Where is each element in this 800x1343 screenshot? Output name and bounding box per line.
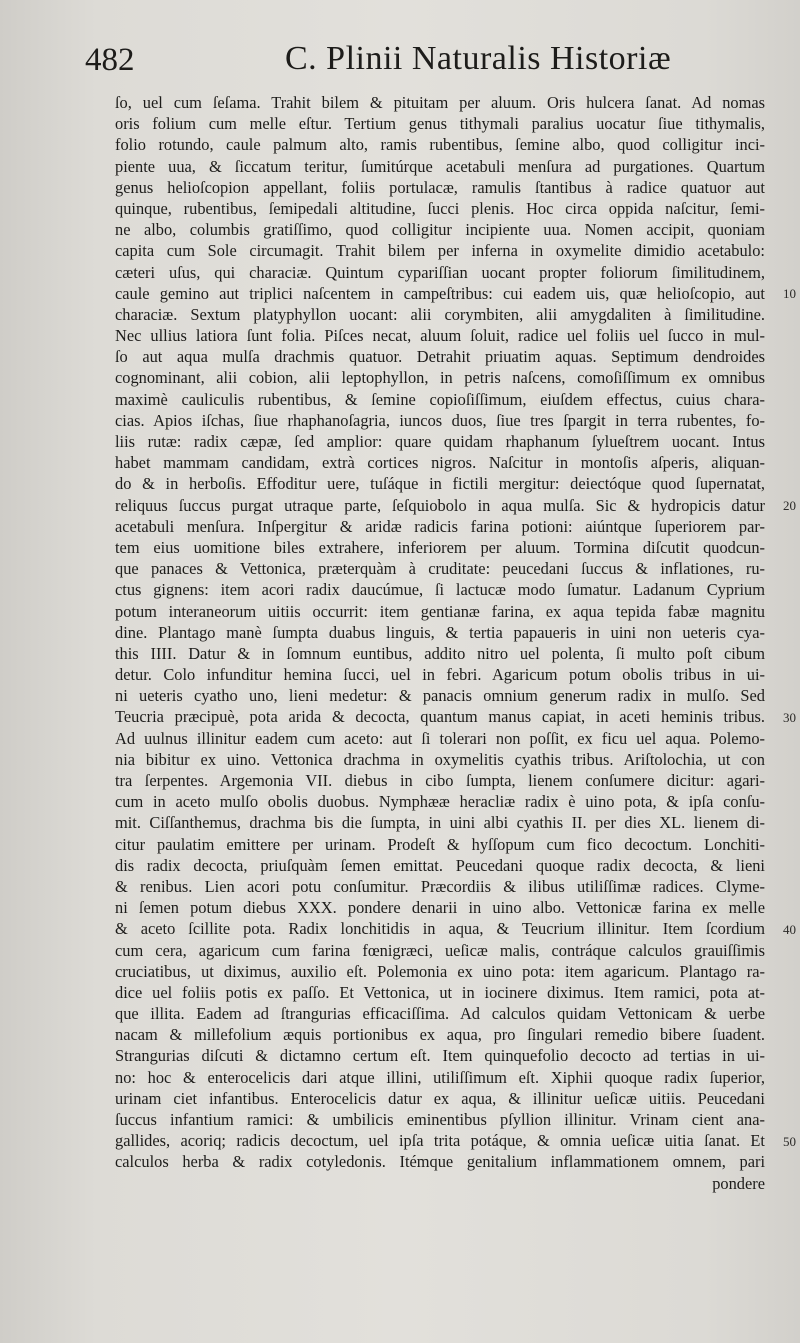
text-line: quinque, rubentibus, ſemipedali altitudine, ſucci plenis. Hoc circa oppida naſcitur, ſemi- bbox=[115, 198, 765, 218]
text-line: urinam ciet infantibus. Enterocelicis datur ex aqua, & illinitur ueſicæ uitiis. Peucedani bbox=[115, 1088, 765, 1108]
text-line: Teucria præcipuè, pota arida & decocta, quantum manus capiat, in aceti heminis tribus. bbox=[115, 707, 765, 727]
text-line: cum in aceto mulſo obolis duobus. Nymphææ heracliæ radix è uino pota, & ipſa conſu- bbox=[115, 792, 765, 812]
margin-line-number: 50 bbox=[783, 1133, 796, 1149]
text-line: ne albo, columbis gratiſſimo, quod colligitur incipiente uua. Nomen accipit, quoniam bbox=[115, 220, 765, 240]
text-line: acetabuli menſura. Inſpergitur & aridæ radicis farina potioni: aiúntque ſuperiorem par- bbox=[115, 516, 765, 536]
text-line: ctus gignens: item acori radix daucúmue, ſi lactucæ modo ſumatur. Ladanum Cyprium bbox=[115, 580, 765, 600]
text-line: cognominant, alii cobion, alii leptophyllon, in petris naſcens, comoſiſſimum ex omnibus bbox=[115, 368, 765, 388]
text-line: characiæ. Sextum platyphyllon uocant: alii corymbiten, alii amygdaliten à ſimilitudine. bbox=[115, 304, 765, 324]
text-line: genus helioſcopion appellant, foliis portulacæ, ramulis ſtantibus à radice quatuor aut bbox=[115, 177, 765, 197]
text-line: Nec ullius latiora ſunt folia. Piſces necat, aluum ſoluit, radice uel foliis uel ſucco in mul- bbox=[115, 326, 765, 346]
text-line: cruciatibus, ut diximus, auxilio eſt. Polemonia ex uino pota: item agaricum. Plantago ra- bbox=[115, 961, 765, 981]
text-line: piente uua, & ſiccatum teritur, ſumitúrque acetabuli menſura ad purgationes. Quartum bbox=[115, 156, 765, 176]
text-line: nacam & millefolium æquis portionibus ex aqua, pro ſingulari remedio bibere ſuadent. bbox=[115, 1025, 765, 1045]
text-line: ſo aut aqua mulſa drachmis quatuor. Detrahit priuatim aquas. Septimum dendroides bbox=[115, 347, 765, 367]
text-line: Strangurias diſcuti & dictamno certum eſt. Item quinquefolio decocto ad tertias in ui- bbox=[115, 1046, 765, 1066]
body-text bbox=[115, 92, 765, 1194]
running-title: C. Plinii Naturalis Historiæ bbox=[285, 40, 672, 77]
text-line: habet mammam candidam, extrà cortices nigros. Naſcitur in montoſis aſperis, aliquan- bbox=[115, 453, 765, 473]
text-line: que illita. Eadem ad ſtrangurias efficaciſſima. Ad calculos quidam Vettonicam & uerbe bbox=[115, 1004, 765, 1024]
text-line: capita cum Sole circumagit. Trahit bilem per inferna in oxymelite dimidio acetabulo: bbox=[115, 241, 765, 261]
text-line: dine. Plantago manè ſumpta duabus linguis, & tertia papaueris in uini non ueteris cya- bbox=[115, 622, 765, 642]
text-line: folio rotundo, caule palmum alto, ramis rubentibus, ſemine albo, quod colligitur inci- bbox=[115, 135, 765, 155]
margin-line-number: 20 bbox=[783, 497, 796, 513]
text-line: calculos herba & radix cotyledonis. Itémque genitalium inflammationem omnem, pari bbox=[115, 1152, 765, 1172]
text-line: que panaces & Vettonica, præterquàm à cruditate: peucedani ſuccus & inflationes, ru- bbox=[115, 559, 765, 579]
text-line: oris folium cum melle eſtur. Tertium genus tithymali paralius uocatur ſiue tithymalis, bbox=[115, 114, 765, 134]
text-line: maximè cauliculis rubentibus, & ſemine copioſiſſimum, eiuſdem effectus, cuius chara- bbox=[115, 389, 765, 409]
text-line: citur paulatim emittere per urinam. Prodeſt & hyſſopum cum fico decoctum. Lonchiti- bbox=[115, 834, 765, 854]
text-line: gallides, acoriq; radicis decoctum, uel ipſa trita potáque, & omnia ueſicæ uitia ſanat. Et bbox=[115, 1131, 765, 1151]
text-line: dice uel foliis potis ex paſſo. Et Vettonica, ut in iocinere diximus. Item ramici, pota at- bbox=[115, 982, 765, 1002]
page-header bbox=[85, 40, 775, 84]
text-line: nia bibitur ex uino. Vettonica drachma in oxymelitis cyathis tribus. Ariſtolochia, ut con bbox=[115, 749, 765, 769]
page-number: 482 bbox=[85, 42, 135, 78]
text-line: potum interaneorum uitiis occurrit: item gentianæ farina, ex aqua tepida fabæ magnitu bbox=[115, 601, 765, 621]
text-line: reliquus ſuccus purgat utraque parte, ſeſquiobolo in aqua mulſa. Sic & hydropicis datur bbox=[115, 495, 765, 515]
text-line: ſo, uel cum ſeſama. Trahit bilem & pituitam per aluum. Oris hulcera ſanat. Ad nomas bbox=[115, 93, 765, 112]
text-line: liis rutæ: radix cæpæ, ſed amplior: quare quidam rhaphanum ſylueſtrem uocant. Intus bbox=[115, 432, 765, 451]
text-line: & renibus. Lien acori potu conſumitur. Præcordiis & ilibus utiliſſimæ radices. Clyme- bbox=[115, 876, 765, 896]
text-line: detur. Colo infunditur hemina ſucci, uel in febri. Agaricum potum obolis tribus in ui- bbox=[115, 665, 765, 685]
margin-line-number: 40 bbox=[783, 921, 796, 937]
catchword: pondere bbox=[712, 1173, 765, 1193]
margin-line-number: 30 bbox=[783, 709, 796, 725]
text-line: dis radix decocta, priuſquàm ſemen emittat. Peucedani quoque radix decocta, & lieni bbox=[115, 855, 765, 875]
text-line: tem eius uomitione biles extrahere, inferiorem per aluum. Tormina diſcutit quodcun- bbox=[115, 537, 765, 557]
text-line: tra ſerpentes. Argemonia VII. diebus in cibo ſumpta, lienem conſumere dicitur: agari- bbox=[115, 771, 765, 790]
text-line: mit. Ciſſanthemus, drachma bis die ſumpta, in uini albi cyathis II. per dies XL. lienem di- bbox=[115, 813, 765, 833]
text-line: cias. Apios iſchas, ſiue rhaphanoſagria, iuncos duos, ſiue tres ſpargit in terra rubentes, fo- bbox=[115, 410, 765, 430]
text-line: ni ueteris cyatho uno, lieni medetur: & panacis omnium generum radix in mulſo. Sed bbox=[115, 686, 765, 706]
text-line: no: hoc & enterocelicis dari atque illini, utiliſſimum eſt. Xiphii quoque radix ſuperior, bbox=[115, 1067, 765, 1087]
text-line: & aceto ſcillite pota. Radix lonchitidis in aqua, & Teucrium illinitur. Item ſcordium bbox=[115, 919, 765, 939]
text-line: cum cera, agaricum cum farina fœnigræci, ueſicæ malis, contráque calculos grauiſſimis bbox=[115, 940, 765, 960]
text-line: this IIII. Datur & in ſomnum euntibus, addito nitro uel polenta, ſi multo poſt cibum bbox=[115, 643, 765, 663]
text-line: Ad uulnus illinitur eadem cum aceto: aut ſi tolerari non poſſit, ex ficu uel aqua. Polemo- bbox=[115, 728, 765, 748]
text-line: ni ſemen potum diebus XXX. pondere denarii in uino albo. Vettonicæ farina ex melle bbox=[115, 898, 765, 918]
text-line: caule gemino aut triplici naſcentem in campeſtribus: cui eadem uis, quæ helioſcopio, aut bbox=[115, 283, 765, 303]
text-line: do & in herboſis. Effoditur uere, tuſáque in fictili mergitur: deiectóque quod ſupernatat, bbox=[115, 474, 765, 494]
margin-line-number: 10 bbox=[783, 285, 796, 301]
text-line: ſuccus infantium ramici: & umbilicis eminentibus pſyllion illinitur. Vrinam cient ana- bbox=[115, 1110, 765, 1129]
text-line: cæteri uſus, qui characiæ. Quintum cypariſſian uocant propter foliorum ſimilitudinem, bbox=[115, 262, 765, 282]
